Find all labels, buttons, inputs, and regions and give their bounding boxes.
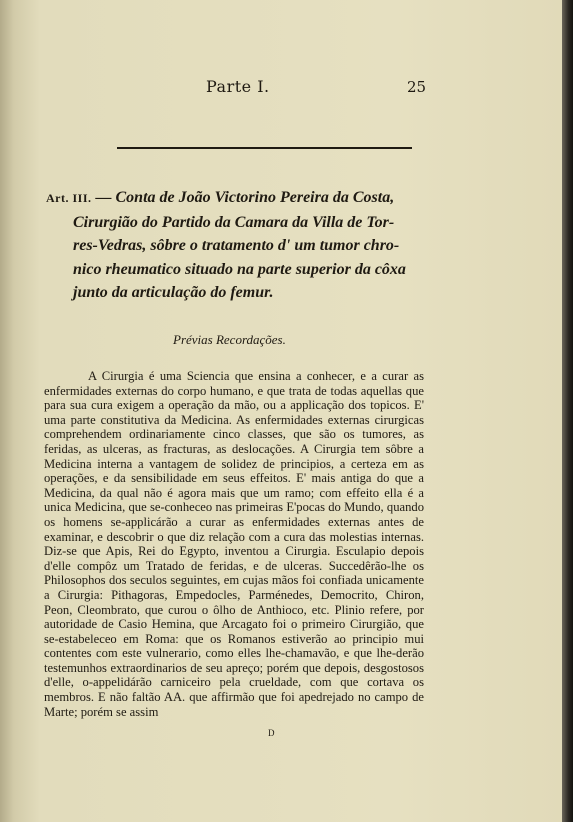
- header-rule: [117, 147, 412, 149]
- article-dash: —: [91, 189, 112, 206]
- article-title-line: Cirurgião do Partido da Camara da Villa de Tor-: [73, 213, 395, 231]
- signature-mark: D: [268, 728, 276, 738]
- body-paragraph: A Cirurgia é uma Sciencia que ensina a conhecer, e a curar as enfermidades externas do corpo humano, e que trata de todas aquellas que para sua cura exigem a operação da mão, ou a applicação dos topicos. E' uma parte constitutiva da Medicina. As enfermidades externas cirurgicas comprehendem ordinariamente cinco classes, que são os tumores, as feridas, as ulceras, as fracturas, as deslocações. A Cirurgia tem sôbre a Medicina interna a vantagem de solidez de principios, a certeza em as operações, e da sensibilidade em seus effeitos. E' mais antiga do que a Medicina, da qual não é agora mais que um ramo; com effeito ella é a unica Medicina, que se-conheceo nas primeiras E'pocas do Mundo, quando os homens se-applicárão a curar as enfermidades externas antes de examinar, e descobrir o que diz relação com a cura das molestias internas. Diz-se que Apis, Rei do Egypto, inventou a Cirurgia. Esculapio depois d'elle compôz um Tratado de feridas, e de ulceras. Succedêrão-lhe os Philosophos dos seculos seguintes, em cujas mãos foi confiada unicamente a Cirurgia: Pithagoras, Empedocles, Parménedes, Democrito, Chiron, Peon, Cleombrato, que curou o ôlho de Anthioco, etc. Plinio refere, por autoridade de Casio Hemina, que Arcagato foi o primeiro Cirurgião, que se-estabeleceo em Roma: que os Romanos estiverão ao principio mui contentes com este vulnerario, como elles lhe-chamavão, e que lhe-derão testemunhos extraordinarios de seu apreço; porém que depois, desgostosos d'elle, o-appelidárão carniceiro pela crueldade, com que cortava os membros. E não faltão AA. que affirmão que foi apedrejado no campo de Marte; porém se assim: [44, 369, 424, 719]
- body-text: [44, 369, 424, 719]
- article-title-line: junto da articulação do femur.: [73, 284, 274, 301]
- article-title-line: [46, 186, 436, 211]
- article-title: [46, 186, 436, 305]
- running-head: Parte I.: [206, 77, 270, 96]
- section-heading: Prévias Recordações.: [173, 332, 286, 347]
- page-edge: [562, 0, 573, 822]
- article-title-text: Conta de João Victorino Pereira da Costa,: [115, 189, 395, 206]
- article-label: Art. III.: [46, 191, 92, 205]
- page-number: 25: [407, 78, 427, 96]
- article-title-line: res-Vedras, sôbre o tratamento d' um tumor chro-: [73, 237, 400, 254]
- article-title-line: nico rheumatico situado na parte superior da côxa: [73, 260, 406, 278]
